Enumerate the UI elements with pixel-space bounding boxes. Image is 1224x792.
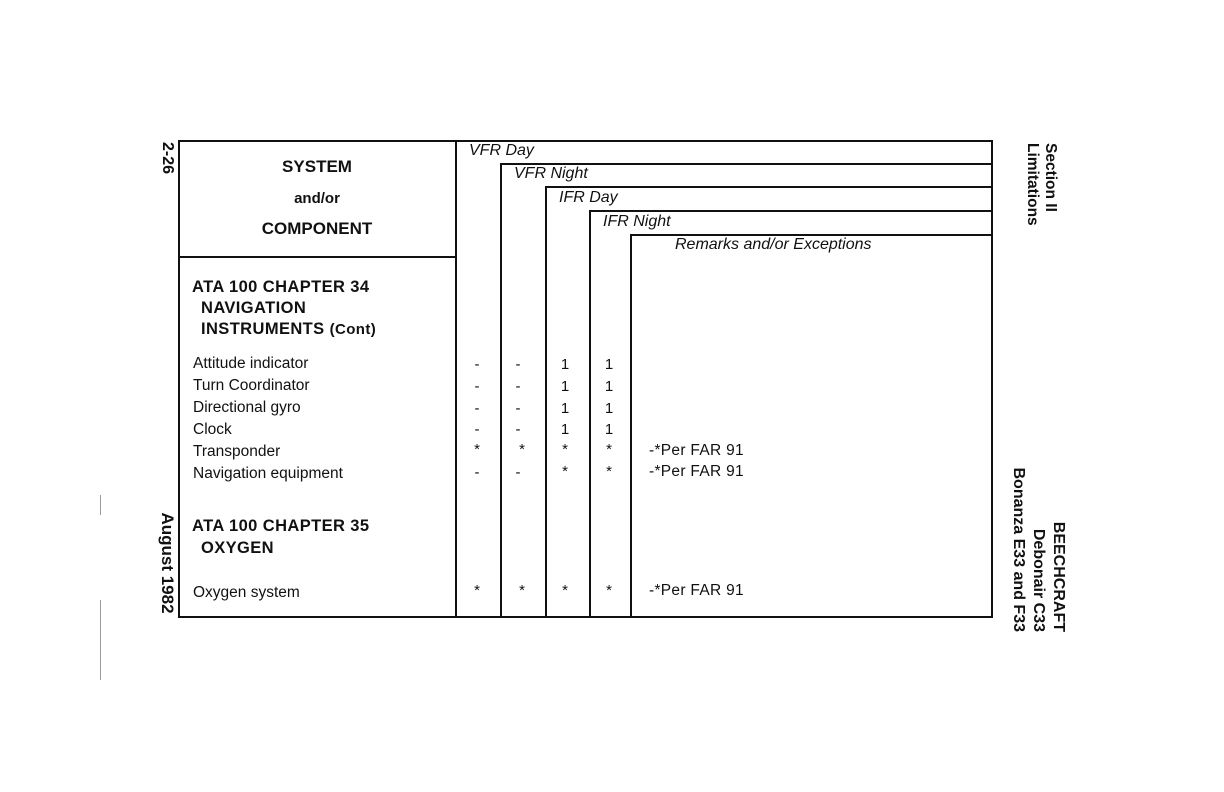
col-header-vfr-night: VFR Night: [514, 165, 588, 182]
row-remark: -*Per FAR 91: [649, 463, 744, 480]
cell-ifr-day: *: [562, 463, 568, 480]
col-line-remarks: [630, 234, 632, 618]
cell-ifr-day: 1: [560, 421, 570, 438]
row-name: Attitude indicator: [193, 355, 309, 372]
publication-date: August 1982: [158, 512, 177, 614]
cell-ifr-night: 1: [604, 421, 614, 438]
chapter-34-instruments: INSTRUMENTS: [201, 320, 325, 338]
row-name: Transponder: [193, 443, 281, 460]
section-line-1: Section II: [1042, 143, 1059, 212]
cell-ifr-night: *: [606, 582, 612, 599]
col-line-ifr-day: [545, 186, 547, 618]
chapter-34-subtitle: NAVIGATION: [201, 299, 307, 317]
header-divider: [178, 256, 456, 258]
row-remark: -*Per FAR 91: [649, 442, 744, 459]
col-line-vfr-night: [500, 163, 502, 618]
row-name: Navigation equipment: [193, 465, 343, 482]
cell-vfr-night: -: [515, 356, 521, 373]
scan-mark: [100, 600, 101, 680]
cell-vfr-day: *: [474, 582, 480, 599]
cell-ifr-day: 1: [560, 356, 570, 373]
cell-ifr-night: 1: [604, 378, 614, 395]
chapter-35-title: ATA 100 CHAPTER 35: [192, 517, 370, 535]
scan-mark: [100, 495, 101, 515]
cell-vfr-day: -: [474, 356, 480, 373]
col-header-ifr-day: IFR Day: [559, 189, 618, 206]
cell-vfr-day: -: [474, 400, 480, 417]
cell-vfr-night: -: [515, 378, 521, 395]
cell-ifr-day: *: [562, 441, 568, 458]
cell-vfr-night: -: [515, 464, 521, 481]
chapter-34-title: ATA 100 CHAPTER 34: [192, 278, 370, 296]
cell-ifr-night: 1: [604, 400, 614, 417]
header-and-or: and/or: [294, 190, 340, 207]
chapter-34-subtitle-2: [201, 320, 376, 339]
manufacturer-line-1: BEECHCRAFT: [1050, 521, 1067, 632]
cell-vfr-day: -: [474, 378, 480, 395]
chapter-34-cont: (Cont): [329, 321, 377, 338]
table-border-left: [178, 140, 180, 618]
cell-ifr-day: 1: [560, 378, 570, 395]
col-header-ifr-night: IFR Night: [603, 213, 671, 230]
header-step-3: [589, 210, 993, 212]
cell-vfr-night: -: [515, 400, 521, 417]
row-name: Clock: [193, 421, 232, 438]
manufacturer-block: [1008, 442, 1068, 632]
section-title: [1023, 143, 1059, 245]
row-remark: -*Per FAR 91: [649, 582, 744, 599]
header-system: SYSTEM: [282, 157, 352, 176]
page-number: 2-26: [159, 141, 176, 175]
cell-vfr-night: -: [515, 421, 521, 438]
cell-ifr-night: 1: [604, 356, 614, 373]
table-border-top: [178, 140, 993, 142]
manufacturer-line-3: Bonanza E33 and F33: [1010, 467, 1027, 632]
col-line-ifr-night: [589, 210, 591, 618]
manufacturer-line-2: Debonair C33: [1030, 528, 1047, 632]
row-name: Oxygen system: [193, 584, 300, 601]
row-name: Directional gyro: [193, 399, 301, 416]
cell-ifr-night: *: [606, 463, 612, 480]
header-component: COMPONENT: [261, 219, 373, 238]
cell-vfr-night: *: [519, 582, 525, 599]
col-header-remarks: Remarks and/or Exceptions: [675, 236, 872, 253]
chapter-35-subtitle: OXYGEN: [201, 539, 275, 557]
col-header-vfr-day: VFR Day: [469, 142, 534, 159]
cell-vfr-day: -: [474, 464, 480, 481]
cell-ifr-day: *: [562, 582, 568, 599]
row-name: Turn Coordinator: [193, 377, 310, 394]
col-line-vfr-day: [455, 140, 457, 618]
cell-vfr-day: *: [474, 441, 480, 458]
cell-ifr-day: 1: [560, 400, 570, 417]
table-border-bottom: [178, 616, 993, 618]
cell-vfr-night: *: [519, 441, 525, 458]
header-step-2: [545, 186, 993, 188]
cell-ifr-night: *: [606, 441, 612, 458]
section-line-2: Limitations: [1024, 143, 1041, 226]
cell-vfr-day: -: [474, 421, 480, 438]
